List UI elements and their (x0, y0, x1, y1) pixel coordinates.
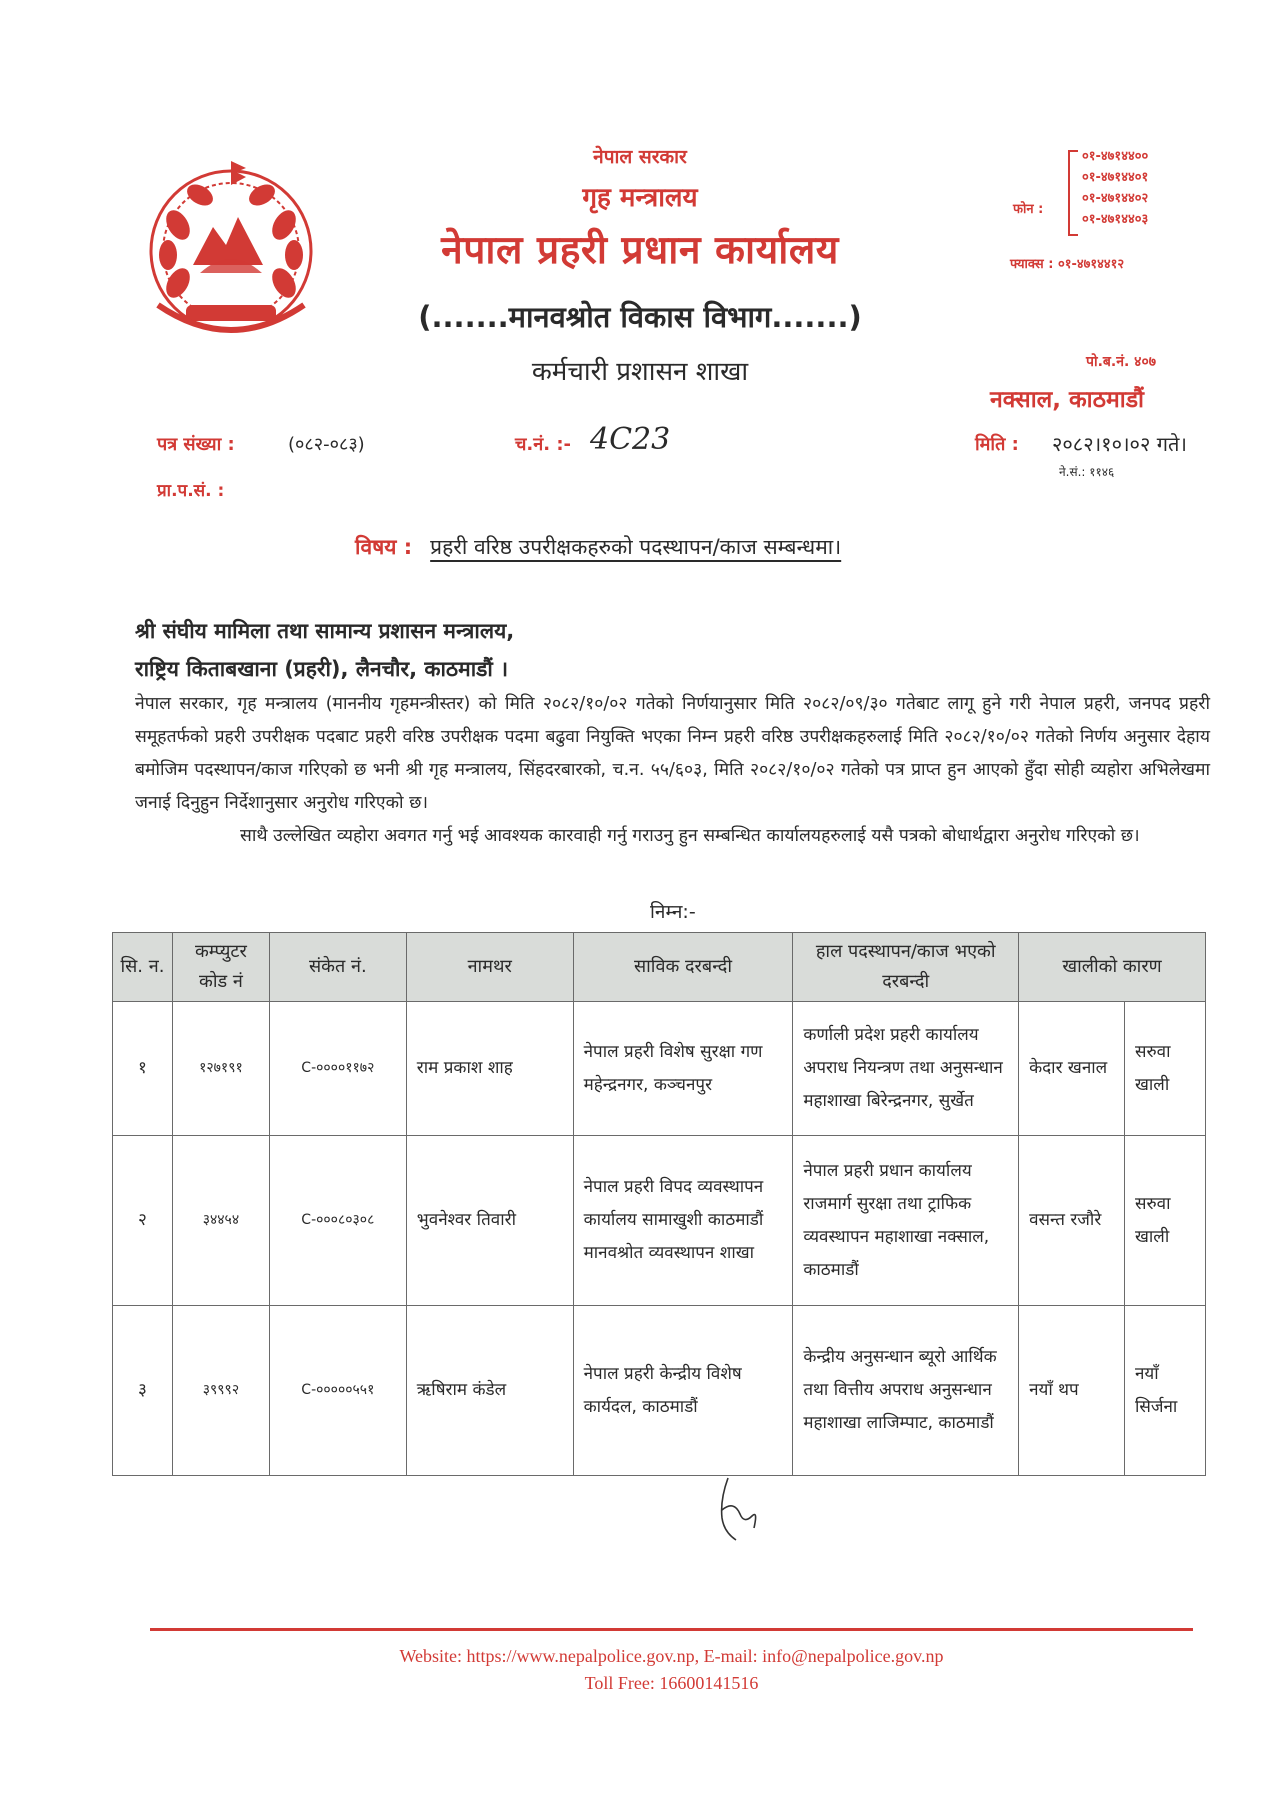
branch-name: कर्मचारी प्रशासन शाखा (531, 357, 749, 387)
po-box: पो.ब.नं. ४०७ (1086, 354, 1157, 370)
body-paragraph: नेपाल सरकार, गृह मन्त्रालय (माननीय गृहमन्त्रीस्तर) को मिति २०८२/१०/०२ गतेको निर्णयानुसार मिति २०८२/०९/३० गतेबाट लागू हुने गरी नेपाल प्रहरी, जनपद प्रहरी समूहतर्फको प्रहरी उपरीक्षक पदबाट प्रहरी वरिष्ठ उपरीक्षक पदमा बढुवा नियुक्ति भएका निम्न प्रहरी वरिष्ठ उपरीक्षकहरुलाई मिति २०८२/१०/०२ गतेको निर्णय अनुसार देहाय बमोजिम पदस्थापन/काज गरिएको छ भनी श्री गृह मन्त्रालय, सिंहदरबारको, च.न. ५५/६०३, मिति २०८२/१०/०२ गतेको पत्र प्राप्त हुन आएको हुँदा सोही व्यहोरा अभिलेखमा जनाई दिनुहुन निर्देशानुसार अनुरोध गरिएको छ। (135, 694, 1210, 813)
subject-label: विषय : (355, 535, 413, 559)
cell-name: ऋषिराम कंडेल (406, 1306, 573, 1476)
fax-number: फ्याक्स : ०१-४७१४४१२ (1010, 257, 1125, 272)
body-paragraph: साथै उल्लेखित व्यहोरा अवगत गर्नु भई आवश्यक कारवाही गर्नु गराउनु हुन सम्बन्धित कार्यालयहरुलाई यसै पत्रको बोधार्थद्वारा अनुरोध गरिएको छ। (240, 826, 1140, 846)
phone-number: ०१-४७१४४०२ (1082, 191, 1149, 206)
cell-reason: सरुवा खाली (1124, 1002, 1205, 1136)
letter-body (135, 688, 1210, 853)
footer-divider (150, 1628, 1193, 1631)
letter-number: (०८२-०८३) (288, 434, 365, 455)
header-sn: सि. न. (113, 933, 173, 1002)
government-name: नेपाल सरकार (593, 146, 687, 168)
cell-sn: २ (113, 1136, 173, 1306)
ministry-name: गृह मन्त्रालय (582, 183, 698, 213)
posting-table (112, 932, 1206, 1476)
cell-previous-post: नेपाल प्रहरी विशेष सुरक्षा गण महेन्द्रनगर, कञ्चनपुर (573, 1002, 793, 1136)
cell-computer-code: ३९९९२ (172, 1306, 269, 1476)
office-title: नेपाल प्रहरी प्रधान कार्यालय (441, 228, 839, 273)
cell-name: राम प्रकाश शाह (406, 1002, 573, 1136)
table-intro: निम्न:- (650, 901, 696, 923)
header-symbol-no: संकेत नं. (269, 933, 406, 1002)
phone-number: ०१-४७१४४०३ (1082, 212, 1149, 227)
cell-current-post: केन्द्रीय अनुसन्धान ब्यूरो आर्थिक तथा वित्तीय अपराध अनुसन्धान महाशाखा लाजिम्पाट, काठमाडौं (793, 1306, 1019, 1476)
table-row (113, 1136, 1206, 1306)
addressee-line-2: राष्ट्रिय किताबखाना (प्रहरी), लैनचौर, काठमाडौं । (135, 657, 509, 681)
cell-current-post: कर्णाली प्रदेश प्रहरी कार्यालय अपराध नियन्त्रण तथा अनुसन्धान महाशाखा बिरेन्द्रनगर, सुर्खेत (793, 1002, 1019, 1136)
cell-reason: सरुवा खाली (1124, 1136, 1205, 1306)
phone-number: ०१-४७१४४०१ (1082, 170, 1149, 185)
cell-vacated-by: नयाँ थप (1019, 1306, 1125, 1476)
header-current-post: हाल पदस्थापन/काज भएको दरबन्दी (793, 933, 1019, 1002)
header-vacancy-reason: खालीको कारण (1019, 933, 1206, 1002)
table-header-row (113, 933, 1206, 1002)
dispatch-number: 4C23 (590, 422, 671, 457)
cell-computer-code: १२७१९१ (172, 1002, 269, 1136)
cell-current-post: नेपाल प्रहरी प्रधान कार्यालय राजमार्ग सुरक्षा तथा ट्राफिक व्यवस्थापन महाशाखा नक्साल, काठमाडौं (793, 1136, 1019, 1306)
cell-reason: नयाँ सिर्जना (1124, 1306, 1205, 1476)
table-row (113, 1002, 1206, 1136)
dispatch-number-label: च.नं. :- (515, 434, 572, 455)
header-computer-code: कम्प्युटर कोड नं (172, 933, 269, 1002)
letter-date: २०८२।१०।०२ गते। (1052, 432, 1187, 456)
cell-vacated-by: वसन्त रजौरे (1019, 1136, 1125, 1306)
received-number-label: प्रा.प.सं. : (157, 481, 225, 501)
cell-sn: ३ (113, 1306, 173, 1476)
footer-contact: Website: https://www.nepalpolice.gov.np, E-mail: info@nepalpolice.gov.np (399, 1646, 944, 1666)
cell-computer-code: ३४४५४ (172, 1136, 269, 1306)
department-name: (.......मानवश्रोत विकास विभाग.......) (418, 300, 862, 334)
nepal-emblem-icon (138, 155, 324, 341)
addressee-line-1: श्री संघीय मामिला तथा सामान्य प्रशासन मन्त्रालय, (135, 619, 515, 643)
header-previous-post: साविक दरबन्दी (573, 933, 793, 1002)
cell-vacated-by: केदार खनाल (1019, 1002, 1125, 1136)
header-name: नामथर (406, 933, 573, 1002)
subject-text: प्रहरी वरिष्ठ उपरीक्षकहरुको पदस्थापन/काज सम्बन्धमा। (430, 535, 842, 559)
table-row (113, 1306, 1206, 1476)
phone-label: फोन : (1013, 202, 1044, 217)
phone-numbers (1082, 146, 1148, 230)
nepal-sambat-date: ने.सं.: ११४६ (1059, 465, 1115, 479)
office-city: नक्साल, काठमाडौं (990, 387, 1144, 413)
phone-brace (1068, 150, 1078, 236)
footer-toll-free: Toll Free: 16600141516 (584, 1673, 759, 1693)
cell-symbol-no: C-०००००५५१ (269, 1306, 406, 1476)
cell-symbol-no: C-००००११७२ (269, 1002, 406, 1136)
cell-previous-post: नेपाल प्रहरी केन्द्रीय विशेष कार्यदल, काठमाडौं (573, 1306, 793, 1476)
phone-number: ०१-४७१४४०० (1082, 149, 1149, 164)
cell-sn: १ (113, 1002, 173, 1136)
signature-icon (700, 1470, 780, 1550)
date-label: मिति : (975, 434, 1019, 455)
subject-line (355, 533, 841, 561)
letter-number-label: पत्र संख्या : (157, 434, 235, 455)
cell-symbol-no: C-०००८०३०८ (269, 1136, 406, 1306)
cell-name: भुवनेश्वर तिवारी (406, 1136, 573, 1306)
cell-previous-post: नेपाल प्रहरी विपद व्यवस्थापन कार्यालय सामाखुशी काठमाडौं मानवश्रोत व्यवस्थापन शाखा (573, 1136, 793, 1306)
